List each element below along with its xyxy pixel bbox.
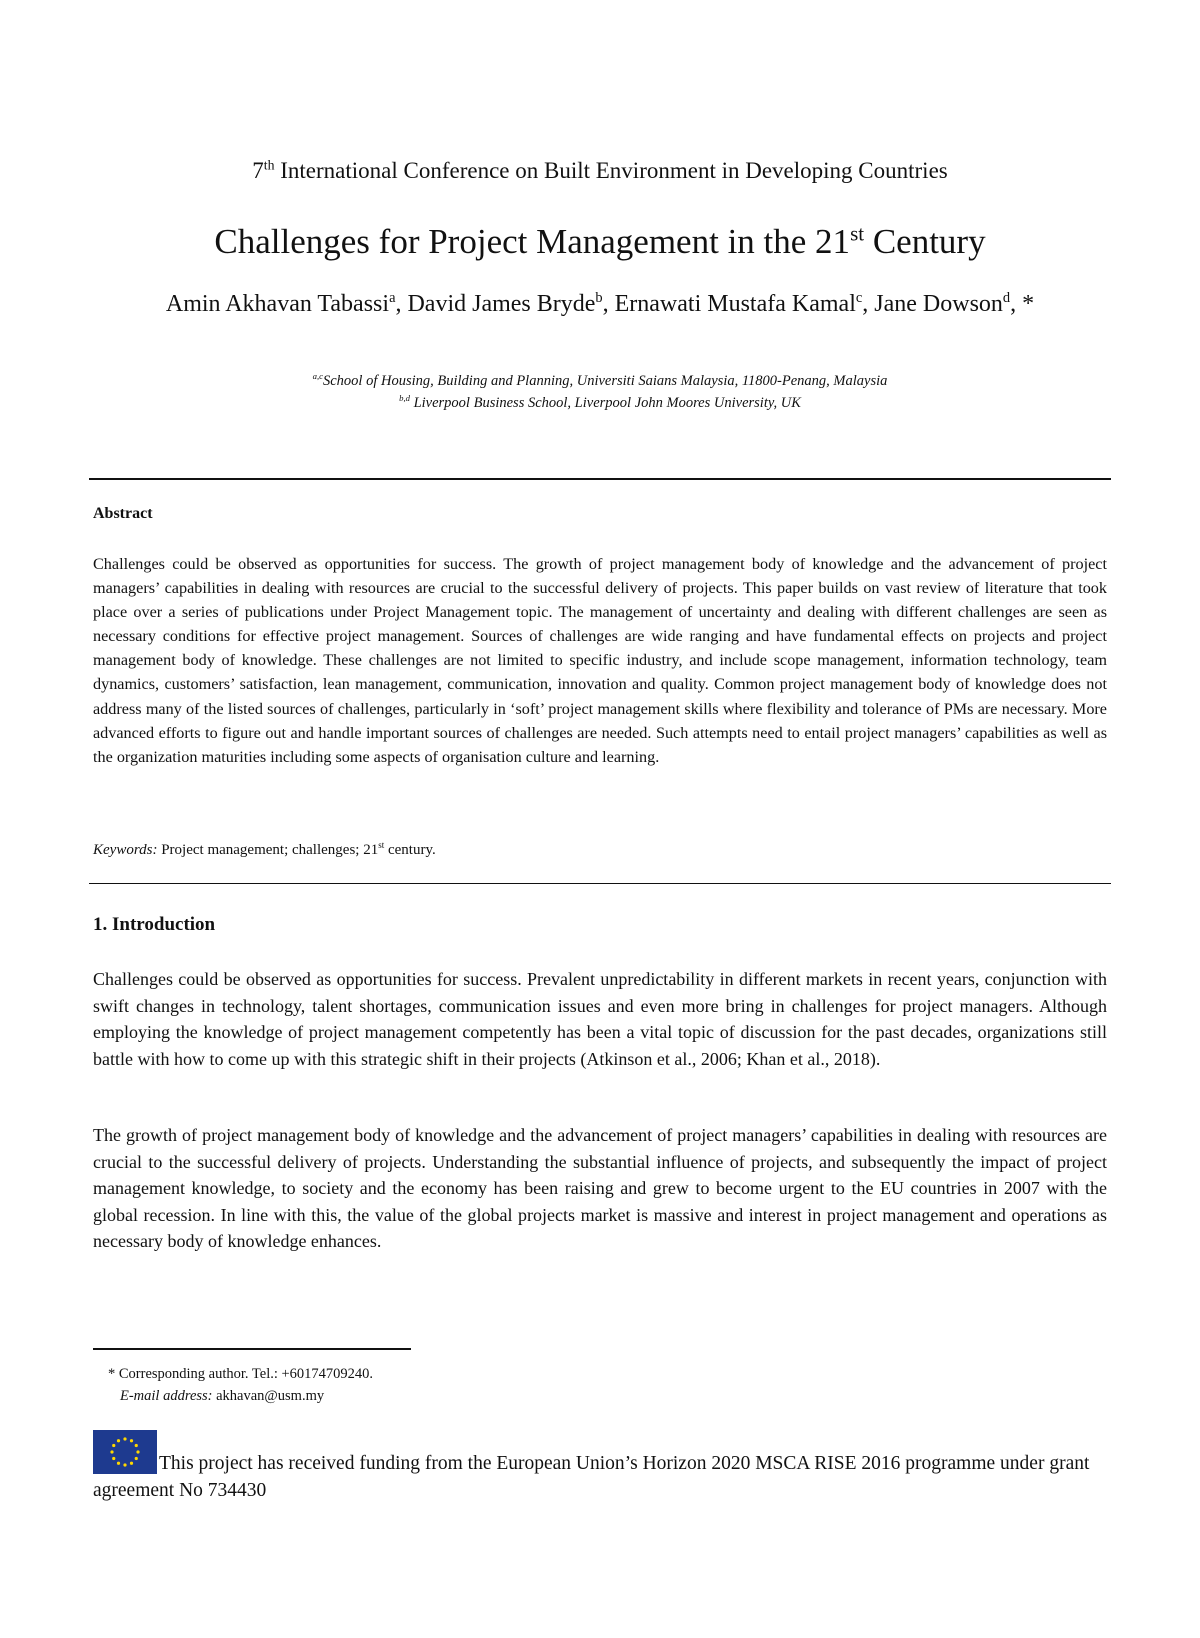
eu-star-icon [135, 1444, 138, 1447]
author-name: David James Bryde [407, 291, 596, 317]
abstract-body: Challenges could be observed as opportunities for success. The growth of project management body of knowledge and the advancement of project managers’ capabilities in dealing with resources are crucial to the successful delivery of projects. This paper builds on vast review of literature that took place over a series of publications under Project Management topic. The management of uncertainty and dealing with different challenges are seen as necessary conditions for effective project management. Sources of challenges are wide ranging and have fundamental effects on projects and project management body of knowledge. These challenges are not limited to specific industry, and include scope management, information technology, team dynamics, customers’ satisfaction, lean management, communication, innovation and quality. Common project management body of knowledge does not address many of the listed sources of challenges, particularly in ‘soft’ project management skills where flexibility and tolerance of PMs are necessary. More advanced efforts to figure out and handle important sources of challenges are needed. Such attempts need to entail project managers’ capabilities as well as the organization maturities including some aspects of organisation culture and learning. [93, 555, 1107, 766]
affiliation-text: Liverpool Business School, Liverpool John Moores University, UK [409, 395, 801, 411]
eu-star-icon [123, 1437, 126, 1440]
abstract-divider [89, 883, 1111, 884]
header-divider [89, 478, 1111, 480]
conference-name [0, 158, 1200, 184]
title-superscript: st [850, 221, 865, 246]
eu-star-icon [117, 1439, 120, 1442]
affiliation [0, 373, 1200, 390]
eu-star-icon [130, 1439, 133, 1442]
footnote-divider [93, 1348, 411, 1350]
paper-title [0, 222, 1200, 262]
corresponding-author-note: * Corresponding author. Tel.: +60174709240. [108, 1366, 374, 1382]
conference-ordinal: 7 [252, 158, 264, 183]
eu-star-icon [112, 1444, 115, 1447]
conference-ordinal-suffix: th [263, 157, 275, 173]
keywords-text-end: century. [384, 842, 436, 858]
keywords [93, 842, 436, 859]
author-separator: , [862, 291, 875, 317]
email-note [120, 1388, 324, 1405]
author-name: Ernawati Mustafa Kamal [614, 291, 856, 317]
author-separator: , [395, 291, 408, 317]
author-separator: , * [1010, 291, 1035, 317]
funding-statement: This project has received funding from the European Union’s Horizon 2020 MSCA RISE 2016 programme under grant agreement No 734430 [93, 1453, 1090, 1501]
keywords-label: Keywords: [93, 842, 158, 858]
affiliation-mark: a,c [312, 371, 323, 382]
author-affiliation-mark: c [855, 290, 863, 306]
keywords-superscript: st [378, 840, 385, 850]
conference-title: International Conference on Built Environment in Developing Countries [274, 158, 948, 183]
section-heading: 1. Introduction [93, 914, 216, 935]
author-affiliation-mark: b [595, 290, 603, 306]
affiliation-text: School of Housing, Building and Planning, Universiti Saians Malaysia, 11800-Penang, Malaysia [322, 373, 888, 389]
abstract-heading: Abstract [93, 505, 153, 522]
title-suffix: Century [864, 222, 986, 261]
author-name: Amin Akhavan Tabassi [165, 291, 390, 317]
title-text: Challenges for Project Management in the 21 [214, 222, 851, 261]
author-list [130, 288, 1070, 320]
affiliation [0, 395, 1200, 412]
body-paragraph: The growth of project management body of knowledge and the advancement of project managers’ capabilities in dealing with resources are crucial to the successful delivery of projects. Understanding the substantial influence of projects, and subsequently the impact of project management knowledge, to society and the economy has been raising and grew to become urgent to the EU countries in 2007 with the global recession. In line with this, the value of the global projects market is massive and interest in project management and operations as necessary body of knowledge enhances. [93, 1125, 1107, 1252]
email-address: akhavan@usm.my [212, 1388, 325, 1404]
keywords-text: Project management; challenges; 21 [157, 842, 379, 858]
author-separator: , [602, 291, 615, 317]
body-paragraph: Challenges could be observed as opportunities for success. Prevalent unpredictability in different markets in recent years, conjunction with swift changes in technology, talent shortages, communication issues and even more bring in challenges for project managers. Although employing the knowledge of project management competently has been a vital topic of discussion for the past decades, organizations still battle with how to come up with this strategic shift in their projects (Atkinson et al., 2006; Khan et al., 2018). [93, 969, 1107, 1069]
affiliation-mark: b,d [399, 393, 410, 404]
email-label: E-mail address: [120, 1388, 213, 1404]
author-name: Jane Dowson [874, 291, 1003, 317]
author-affiliation-mark: d [1002, 290, 1011, 306]
author-affiliation-mark: a [389, 290, 396, 306]
